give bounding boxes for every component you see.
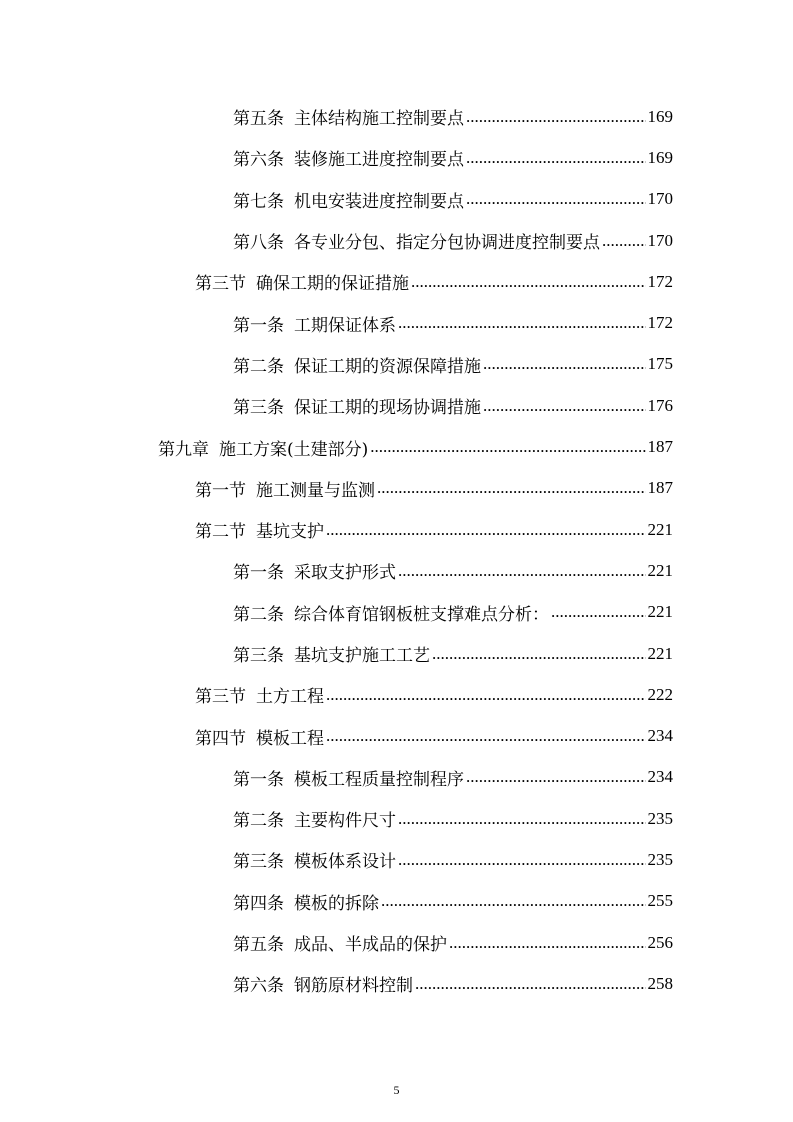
toc-entry-number: 第九章 <box>158 439 209 460</box>
dot-leader <box>398 809 646 829</box>
toc-entry-number: 第六条 <box>233 150 284 171</box>
toc-entry-number: 第五条 <box>233 935 284 956</box>
toc-entry[interactable] <box>0 179 673 220</box>
toc-entry-page: 172 <box>647 271 673 291</box>
toc-entry-title: 施工测量与监测 <box>256 480 375 501</box>
toc-entry-title: 采取支护形式 <box>294 563 396 584</box>
toc-entry-number: 第三条 <box>233 852 284 873</box>
toc-entry[interactable] <box>0 674 673 715</box>
dot-leader <box>326 520 646 540</box>
toc-entry-title: 模板体系设计 <box>294 852 396 873</box>
toc-entry-page: 221 <box>647 602 673 622</box>
dot-leader <box>466 189 646 209</box>
toc-entry-title: 成品、半成品的保护 <box>294 935 447 956</box>
toc-entry-number: 第四条 <box>233 893 284 914</box>
toc-entry[interactable] <box>0 550 673 591</box>
toc-entry-number: 第五条 <box>233 109 284 130</box>
dot-leader <box>326 685 646 705</box>
dot-leader <box>398 313 646 333</box>
dot-leader <box>483 354 646 374</box>
toc-entry[interactable] <box>0 592 673 633</box>
toc-entry-title: 确保工期的保证措施 <box>256 274 409 295</box>
toc-entry[interactable] <box>0 715 673 756</box>
toc-entry-page: 169 <box>647 147 673 167</box>
toc-entry-page: 176 <box>647 395 673 415</box>
dot-leader <box>483 396 646 416</box>
toc-entry-page: 221 <box>647 560 673 580</box>
toc-entry-title: 施工方案(土建部分) <box>219 439 369 460</box>
toc-entry[interactable] <box>0 468 673 509</box>
toc-entry[interactable] <box>0 96 673 137</box>
toc-entry-title: 综合体育馆钢板桩支撑难点分析： <box>294 604 549 625</box>
toc-entry-page: 258 <box>647 973 673 993</box>
toc-entry[interactable] <box>0 881 673 922</box>
toc-entry-page: 234 <box>647 767 673 787</box>
dot-leader <box>415 974 646 994</box>
toc-entry-page: 222 <box>647 684 673 704</box>
toc-entry-page: 170 <box>647 189 673 209</box>
toc-entry-number: 第一条 <box>233 315 284 336</box>
toc-entry[interactable] <box>0 798 673 839</box>
toc-entry-number: 第一条 <box>233 769 284 790</box>
dot-leader <box>398 561 646 581</box>
toc-entry[interactable] <box>0 839 673 880</box>
toc-entry-page: 169 <box>647 106 673 126</box>
toc-entry[interactable] <box>0 757 673 798</box>
toc-entry[interactable] <box>0 426 673 467</box>
dot-leader <box>377 478 646 498</box>
toc-entry-page: 170 <box>647 230 673 250</box>
dot-leader <box>326 726 646 746</box>
page-number: 5 <box>393 1083 400 1097</box>
dot-leader <box>398 850 646 870</box>
toc-entry-number: 第二节 <box>195 522 246 543</box>
toc-entry[interactable] <box>0 963 673 1004</box>
dot-leader <box>466 767 646 787</box>
toc-entry-number: 第八条 <box>233 233 284 254</box>
toc-entry-page: 235 <box>647 849 673 869</box>
toc-entry-page: 187 <box>647 437 673 457</box>
toc-entry-page: 234 <box>647 726 673 746</box>
toc-entry-title: 机电安装进度控制要点 <box>294 191 464 212</box>
dot-leader <box>370 437 645 457</box>
toc-entry-number: 第二条 <box>233 356 284 377</box>
toc-entry-page: 221 <box>647 519 673 539</box>
toc-entry-title: 模板的拆除 <box>294 893 379 914</box>
toc-entry[interactable] <box>0 509 673 550</box>
toc-entry-page: 187 <box>647 478 673 498</box>
toc-entry-title: 保证工期的资源保障措施 <box>294 356 481 377</box>
toc-entry[interactable] <box>0 385 673 426</box>
toc-entry-page: 172 <box>647 313 673 333</box>
toc-entry[interactable] <box>0 220 673 261</box>
toc-entry-title: 模板工程 <box>256 728 324 749</box>
dot-leader <box>432 644 646 664</box>
toc-entry-number: 第一节 <box>195 480 246 501</box>
toc-entry-page: 235 <box>647 808 673 828</box>
toc-entry-number: 第二条 <box>233 811 284 832</box>
toc-entry-title: 保证工期的现场协调措施 <box>294 398 481 419</box>
toc-entry-title: 模板工程质量控制程序 <box>294 769 464 790</box>
dot-leader <box>411 272 646 292</box>
table-of-contents <box>0 96 793 1005</box>
toc-entry-page: 221 <box>647 643 673 663</box>
dot-leader <box>466 107 646 127</box>
toc-entry[interactable] <box>0 633 673 674</box>
toc-entry-number: 第四节 <box>195 728 246 749</box>
toc-entry-title: 土方工程 <box>256 687 324 708</box>
toc-entry-page: 255 <box>647 891 673 911</box>
toc-entry-title: 主要构件尺寸 <box>294 811 396 832</box>
toc-entry-number: 第三条 <box>233 646 284 666</box>
toc-entry[interactable] <box>0 922 673 963</box>
toc-entry-number: 第三节 <box>195 687 246 708</box>
toc-entry-page: 175 <box>647 354 673 374</box>
dot-leader <box>602 231 646 251</box>
toc-entry-number: 第二条 <box>233 604 284 625</box>
toc-entry-title: 钢筋原材料控制 <box>294 976 413 997</box>
dot-leader <box>381 891 646 911</box>
toc-entry-page: 256 <box>647 932 673 952</box>
toc-entry-title: 基坑支护施工工艺 <box>294 646 430 666</box>
toc-entry-number: 第六条 <box>233 976 284 997</box>
toc-entry-title: 工期保证体系 <box>294 315 396 336</box>
toc-entry[interactable] <box>0 137 673 178</box>
toc-entry[interactable] <box>0 302 673 343</box>
toc-entry-title: 各专业分包、指定分包协调进度控制要点 <box>294 233 600 254</box>
dot-leader <box>449 933 646 953</box>
toc-entry[interactable] <box>0 261 673 302</box>
dot-leader <box>466 148 646 168</box>
toc-entry-title: 基坑支护 <box>256 522 324 543</box>
toc-entry[interactable] <box>0 344 673 385</box>
toc-entry-title: 装修施工进度控制要点 <box>294 150 464 171</box>
toc-entry-number: 第三节 <box>195 274 246 295</box>
toc-entry-number: 第三条 <box>233 398 284 419</box>
dot-leader <box>551 602 646 622</box>
toc-entry-number: 第七条 <box>233 191 284 212</box>
toc-entry-title: 主体结构施工控制要点 <box>294 109 464 130</box>
toc-entry-number: 第一条 <box>233 563 284 584</box>
